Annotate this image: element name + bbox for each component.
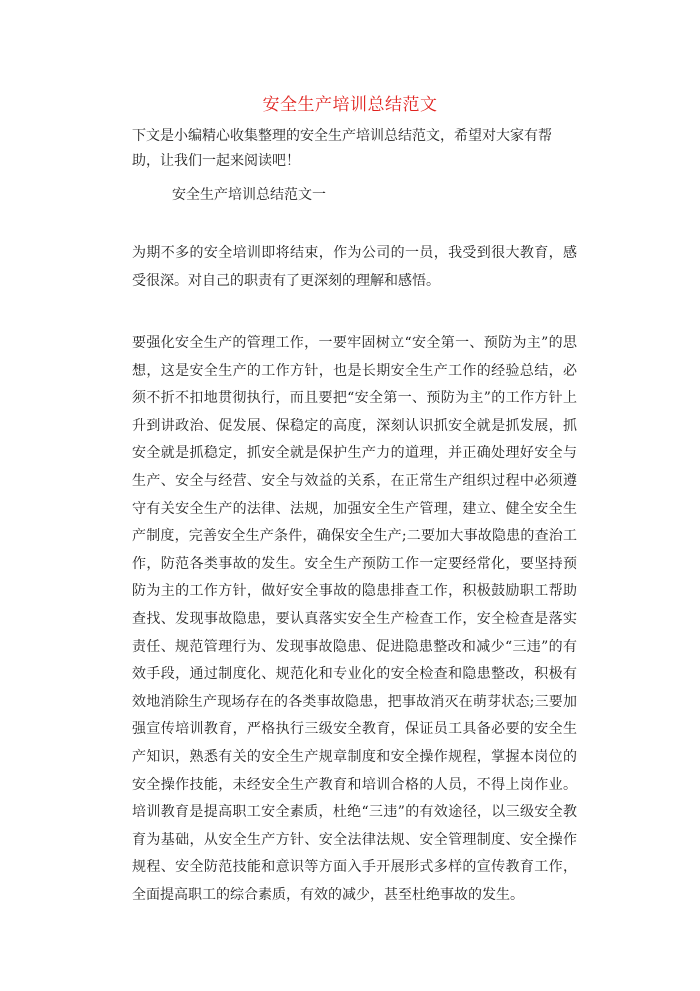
- body-paragraph-2: 要强化安全生产的管理工作，一要牢固树立“安全第一、预防为主”的思想，这是安全生产的工作方针，也是长期安全生产工作的经验总结，必须不折不扣地贯彻执行，而且要把“安全第一、预防为主”的工作方针上升到讲政治、促发展、保稳定的高度，深刻认识抓安全就是抓发展，抓安全就是抓稳定，抓安全就是保护生产力的道理，并正确处理好安全与生产、安全与经营、安全与效益的关系，在正常生产组织过程中必须遵守有关安全生产的法律、法规，加强安全生产管理，建立、健全安全生产制度，完善安全生产条件，确保安全生产;二要加大事故隐患的查治工作，防范各类事故的发生。安全生产预防工作一定要经常化，要坚持预防为主的工作方针，做好安全事故的隐患排查工作，积极鼓励职工帮助查找、发现事故隐患，要认真落实安全生产检查工作，安全检查是落实责任、规范管理行为、发现事故隐患、促进隐患整改和减少“三违”的有效手段，通过制度化、规范化和专业化的安全检查和隐患整改，积极有效地消除生产现场存在的各类事故隐患，把事故消灭在萌芽状态;三要加强宣传培训教育，严格执行三级安全教育，保证员工具备必要的安全生产知识，熟悉有关的安全生产规章制度和安全操作规程，掌握本岗位的安全操作技能，未经安全生产教育和培训合格的人员，不得上岗作业。培训教育是提高职工安全素质，杜绝“三违”的有效途径，以三级安全教育为基础，从安全生产方针、安全法律法规、安全管理制度、安全操作规程、安全防范技能和意识等方面入手开展形式多样的宣传教育工作，全面提高职工的综合素质，有效的减少，甚至杜绝事故的发生。: [132, 335, 577, 903]
- intro-paragraph: [132, 124, 577, 174]
- document-title: 安全生产培训总结范文: [262, 95, 438, 115]
- section-subtitle: 安全生产培训总结范文一: [172, 187, 326, 203]
- body-paragraph-1: 为期不多的安全培训即将结束，作为公司的一员，我受到很大教育，感受很深。对自己的职责有了更深刻的理解和感悟。: [132, 245, 577, 289]
- intro-text: 下文是小编精心收集整理的安全生产培训总结范文，希望对大家有帮助，让我们一起来阅读吧！: [132, 128, 552, 169]
